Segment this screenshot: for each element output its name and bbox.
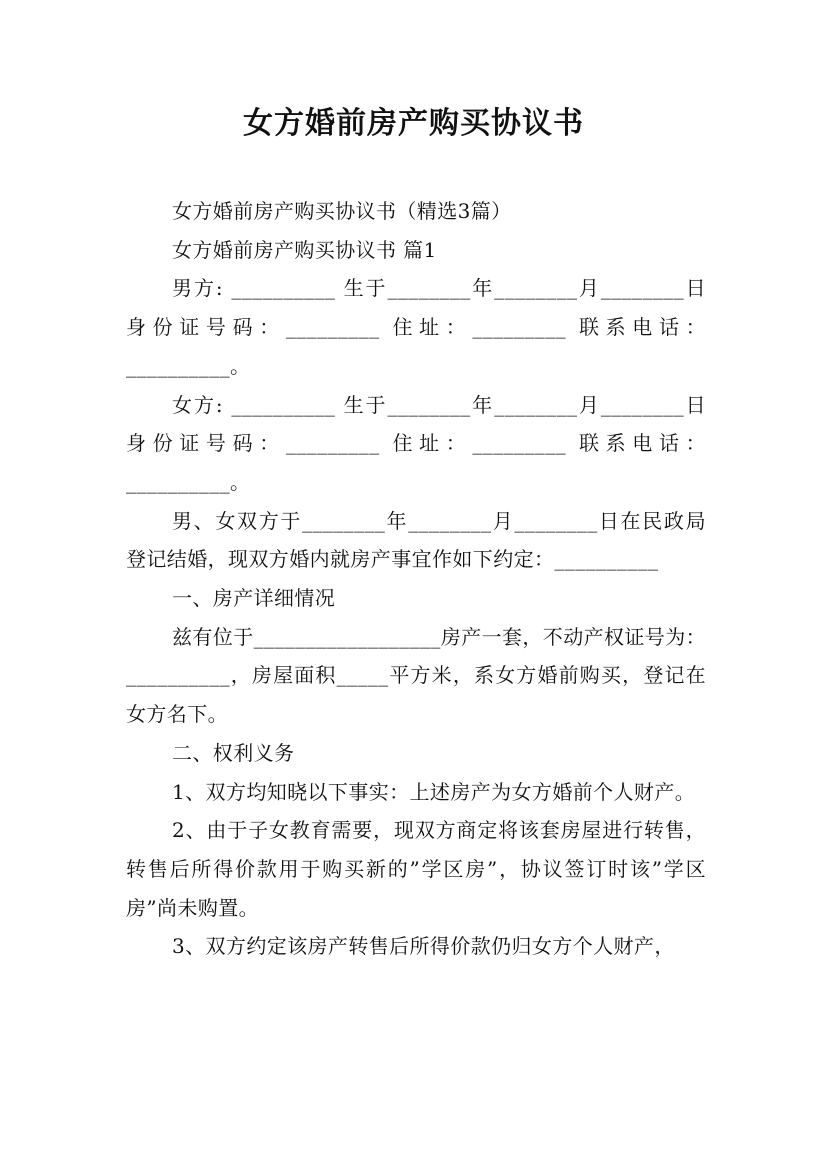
paragraph-marriage-registration: 男、女双方于________年________月________日在民政局登记结婚，现双方婚内就房产事宜作如下约定：__________ bbox=[126, 508, 706, 572]
paragraph-rights-heading: 二、权利义务 bbox=[172, 740, 295, 765]
paragraph-clause-3: 3、双方约定该房产转售后所得价款仍归女方个人财产， bbox=[172, 934, 675, 959]
paragraph-doc-heading: 女方婚前房产购买协议书（精选3篇） bbox=[172, 199, 512, 223]
paragraph-male-party: 男方: __________ 生于________年________月________日 身份证号码：_________ 住址：_________ 联系电话：__________。 bbox=[126, 276, 713, 378]
paragraph-clause-2: 2、由于子女教育需要，现双方商定将该套房屋进行转售，转售后所得价款用于购买新的”学区房”，协议签订时该”学区房”尚未购置。 bbox=[126, 818, 706, 920]
paragraph-property-heading: 一、房产详细情况 bbox=[172, 586, 336, 611]
document-title: 女方婚前房产购买协议书 bbox=[243, 106, 584, 141]
paragraph-female-party: 女方: __________ 生于________年________月________日 身份证号码：_________ 住址：_________ 联系电话：__________。 bbox=[126, 392, 713, 494]
paragraph-clause-1: 1、双方均知晓以下事实：上述房产为女方婚前个人财产。 bbox=[172, 779, 696, 804]
paragraph-property-details: 兹有位于__________________房产一套，不动产权证号为：__________，房屋面积_____平方米，系女方婚前购买，登记在女方名下。 bbox=[126, 624, 706, 727]
document-body bbox=[126, 192, 713, 966]
paragraph-section-heading: 女方婚前房产购买协议书 篇1 bbox=[172, 237, 437, 262]
